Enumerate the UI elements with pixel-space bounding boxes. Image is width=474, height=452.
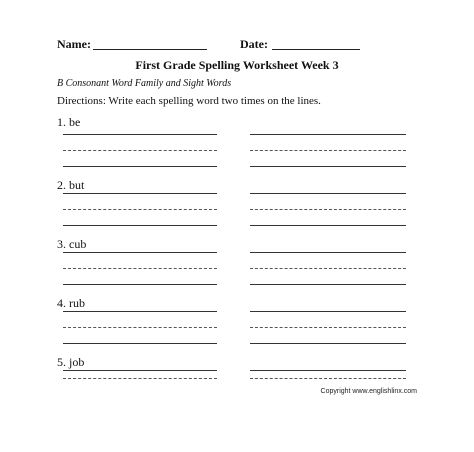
name-label: Name: (57, 37, 91, 51)
word-block-4 (0, 296, 474, 356)
date-line[interactable] (272, 49, 360, 50)
writing-line-solid-right[interactable] (250, 134, 406, 135)
writing-line-solid-left[interactable] (63, 134, 217, 135)
worksheet-subtitle: B Consonant Word Family and Sight Words (57, 78, 232, 89)
writing-line-dashed-left (63, 268, 217, 269)
writing-line-dashed-right (250, 268, 406, 269)
word-label: 3. cub (57, 237, 87, 251)
writing-line-solid-left[interactable] (63, 370, 217, 371)
writing-line-solid-right[interactable] (250, 370, 406, 371)
writing-line-base-right[interactable] (250, 284, 406, 285)
writing-line-solid-left[interactable] (63, 193, 217, 194)
writing-line-dashed-right (250, 327, 406, 328)
writing-line-dashed-left (63, 209, 217, 210)
header-row (0, 37, 474, 53)
writing-line-solid-right[interactable] (250, 311, 406, 312)
name-line[interactable] (93, 49, 207, 50)
writing-line-dashed-right (250, 209, 406, 210)
writing-line-dashed-left (63, 150, 217, 151)
word-block-5 (0, 355, 474, 415)
writing-line-base-right[interactable] (250, 343, 406, 344)
writing-line-dashed-right (250, 378, 406, 379)
word-label: 4. rub (57, 296, 85, 310)
word-label: 2. but (57, 178, 85, 192)
word-block-2 (0, 178, 474, 238)
date-label: Date: (240, 37, 268, 51)
writing-line-base-left[interactable] (63, 225, 217, 226)
word-block-3 (0, 237, 474, 297)
directions-text: Directions: Write each spelling word two times on the lines. (57, 95, 321, 107)
word-label: 1. be (57, 115, 81, 129)
writing-line-solid-right[interactable] (250, 193, 406, 194)
copyright-footer: Copyright www.englishlinx.com (320, 388, 417, 395)
writing-line-solid-left[interactable] (63, 252, 217, 253)
writing-line-base-left[interactable] (63, 284, 217, 285)
writing-line-base-right[interactable] (250, 166, 406, 167)
word-label: 5. job (57, 355, 85, 369)
writing-line-dashed-right (250, 150, 406, 151)
writing-line-dashed-left (63, 327, 217, 328)
writing-line-base-left[interactable] (63, 343, 217, 344)
worksheet-title: First Grade Spelling Worksheet Week 3 (135, 58, 339, 72)
writing-line-base-right[interactable] (250, 225, 406, 226)
writing-line-base-left[interactable] (63, 166, 217, 167)
writing-line-dashed-left (63, 378, 217, 379)
writing-line-solid-left[interactable] (63, 311, 217, 312)
writing-line-solid-right[interactable] (250, 252, 406, 253)
word-block-1 (0, 115, 474, 175)
